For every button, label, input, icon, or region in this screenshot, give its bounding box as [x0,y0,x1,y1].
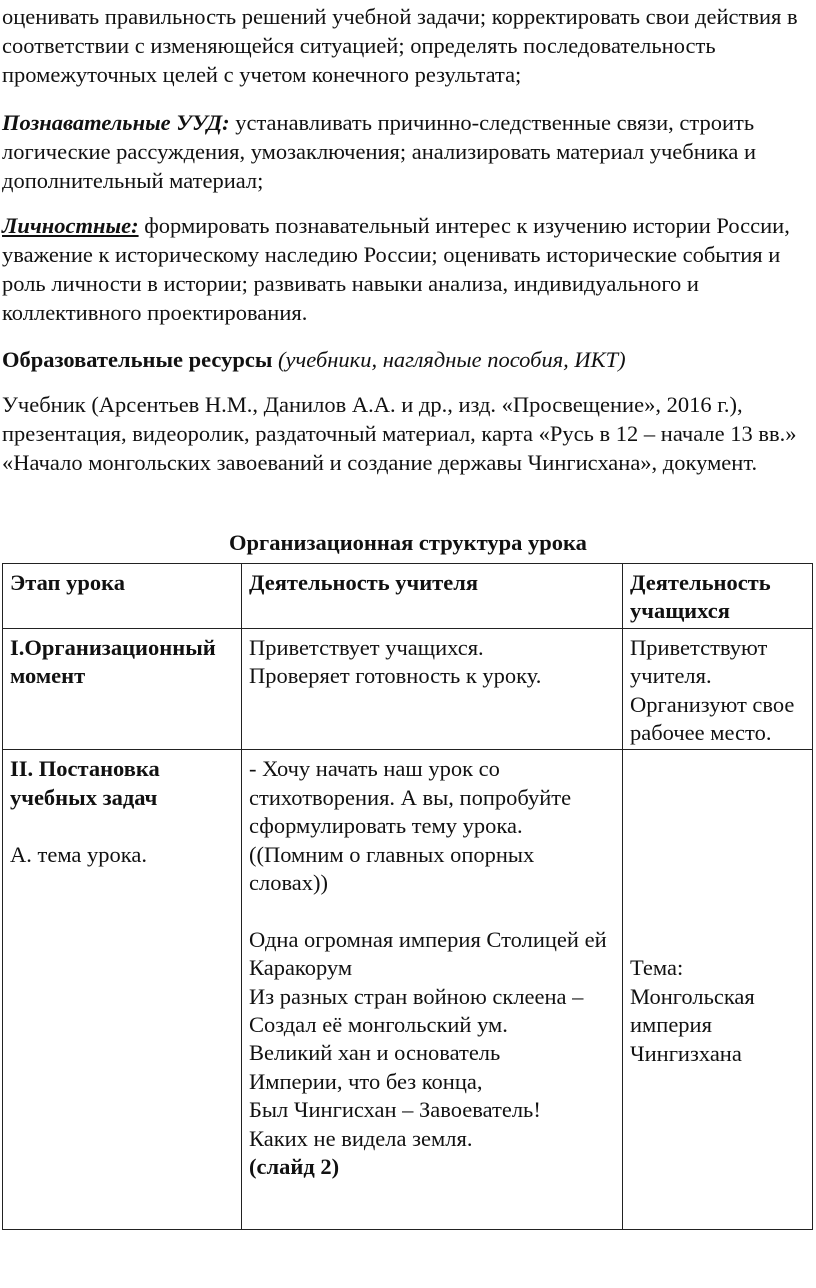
row1-students: Приветствуют учителя. Организуют свое рабочее место. [623,628,813,750]
poem-line: Одна огромная империя Столицей ей Каракорум [249,926,607,981]
row2-teacher [242,750,623,1230]
regulative-paragraph [2,2,814,89]
slide-reference: (слайд 2) [249,1154,340,1180]
resources-text: Учебник (Арсентьев Н.М., Данилов А.А. и др., изд. «Просвещение», 2016 г.), презентация, видеоролик, раздаточный материал, карта «Русь в 12 – начале 13 вв.» «Начало монгольских завоеваний и создание державы Чингисхана», документ. [2,392,797,475]
table-row [3,750,813,1230]
regulative-text: оценивать правильность решений учебной задачи; корректировать свои действия в соответствии с изменяющейся ситуацией; определять последовательность промежуточных целей с учетом конечного результата; [2,4,798,87]
resources-note: (учебники, наглядные пособия, ИКТ) [272,347,626,372]
cognitive-paragraph [2,108,814,195]
row1-teacher [242,628,623,750]
cognitive-label: Познавательные УУД: [2,110,230,135]
table-row [3,628,813,750]
header-teacher: Деятельность учителя [242,564,623,629]
poem-line: Был Чингисхан – Завоеватель! [249,1097,541,1123]
personal-label: Личностные: [2,213,139,238]
header-students: Деятельность учащихся [623,564,813,629]
resources-heading [2,345,814,374]
row2-teacher-intro: - Хочу начать наш урок со стихотворения. А вы, попробуйте сформулировать тему урока. ((Помним о главных опорных словах)) [249,756,572,896]
poem-line: Каких не видела земля. [249,1125,473,1151]
row2-students [623,750,813,1230]
poem-line: Великий хан и основатель [249,1040,501,1066]
row1-teacher-line: Приветствует учащихся. [249,634,484,660]
table-title: Организационная структура урока [229,530,587,555]
row2-stage [3,750,242,1230]
lesson-structure-table [2,563,813,1230]
personal-text: формировать познавательный интерес к изучению истории России, уважение к историческому наследию России; оценивать исторические события и роль личности в истории; развивать навыки анализа, индивидуального и коллективного проектирования. [2,213,790,325]
row2-students-topic: Тема: Монгольская империя Чингизхана [630,955,755,1066]
poem-line: Из разных стран войною склеена – [249,983,584,1009]
row1-stage: I.Организационный момент [3,628,242,750]
resources-paragraph [2,390,814,477]
personal-paragraph [2,211,814,327]
row2-stage-gap [10,812,235,840]
cognitive-text: устанавливать причинно-следственные связи, строить логические рассуждения, умозаключения; анализировать материал учебника и дополнительный материал; [2,110,757,193]
row2-teacher-gap [249,897,616,925]
row1-teacher-line: Проверяет готовность к уроку. [249,663,542,689]
row2-stage-title: II. Постановка учебных задач [10,756,160,810]
header-stage: Этап урока [3,564,242,629]
poem-line: Империи, что без конца, [249,1068,483,1094]
row2-stage-sub: А. тема урока. [10,841,147,867]
table-header-row [3,564,813,629]
poem-line: Создал её монгольский ум. [249,1012,508,1038]
resources-label: Образовательные ресурсы [2,347,273,372]
